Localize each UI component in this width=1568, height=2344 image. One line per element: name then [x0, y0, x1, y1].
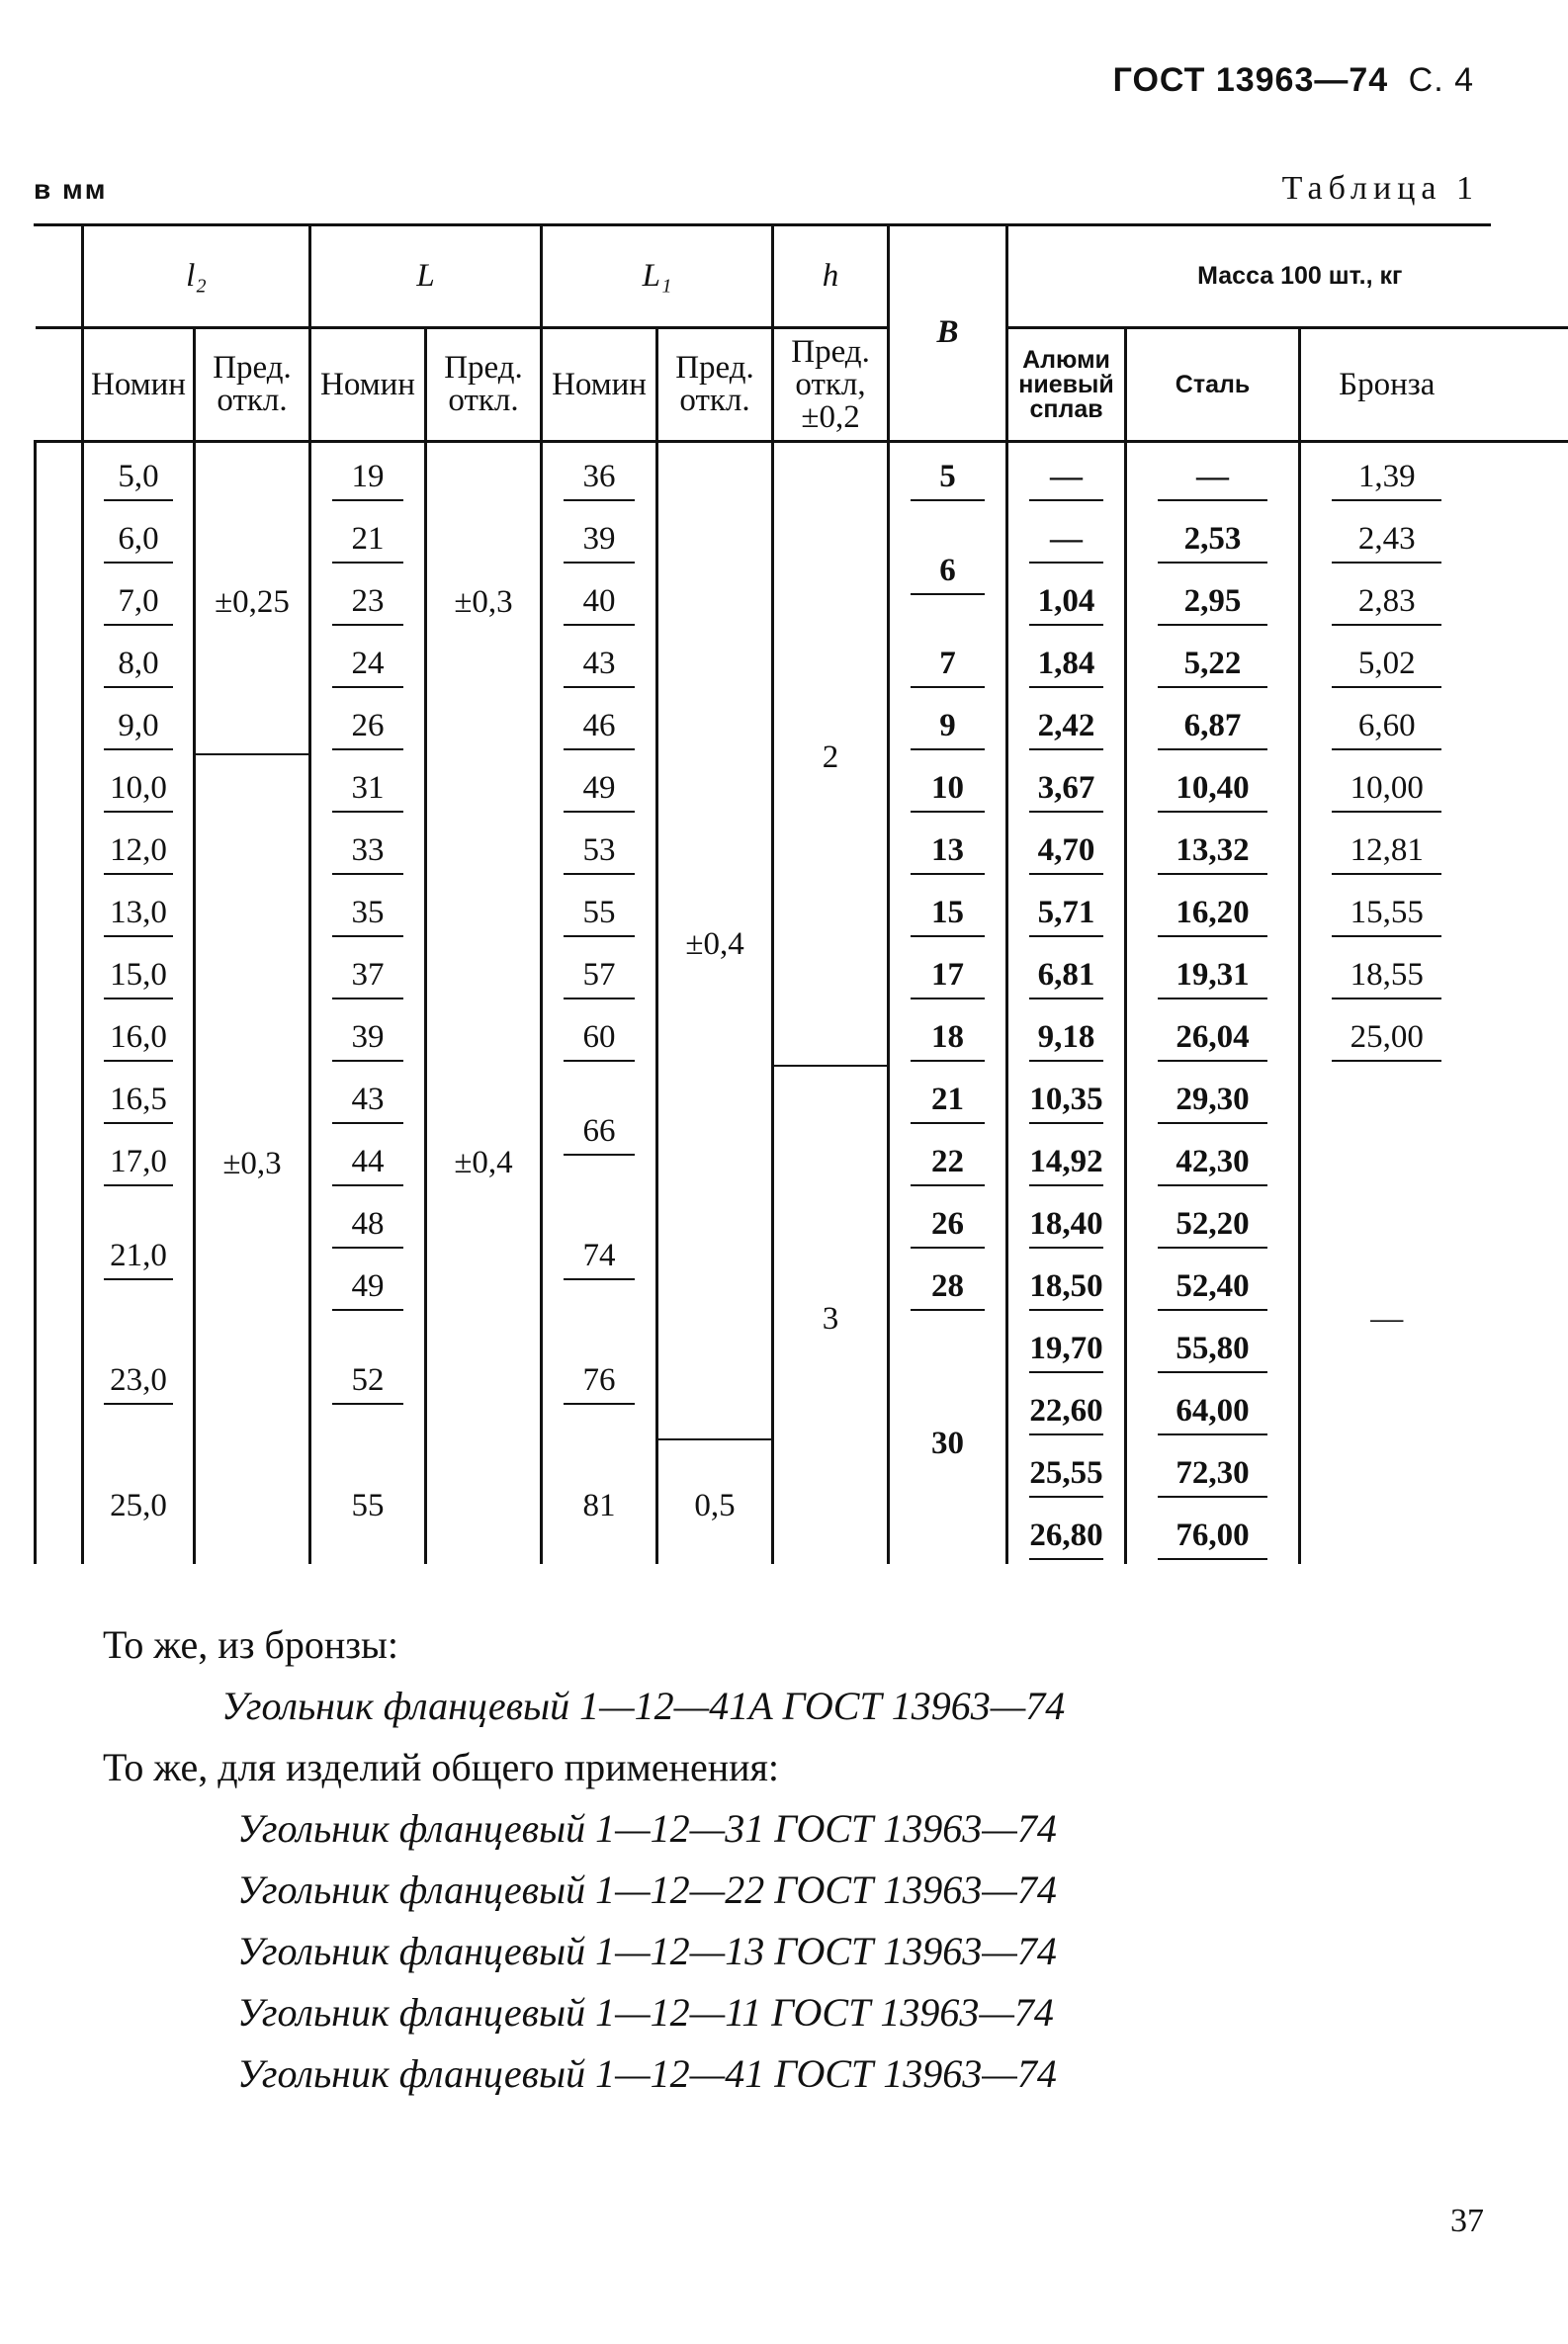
alum-mass-cell: 19,70: [1007, 1315, 1126, 1377]
alum-mass-cell: 14,92: [1007, 1128, 1126, 1190]
bronze-mass-cell: 2,83: [1300, 567, 1473, 630]
right-filler: [1473, 1066, 1568, 1128]
L1-nominal-cell: 76: [542, 1315, 657, 1439]
l2-nominal-cell: 6,0: [83, 505, 195, 567]
L-nominal-cell: 43: [310, 1066, 426, 1128]
text-line-6: Угольник фланцевый 1—12—13 ГОСТ 13963—74: [237, 1929, 1057, 1973]
right-filler: [1473, 1190, 1568, 1253]
L-nominal-cell: 39: [310, 1003, 426, 1066]
header-bronze: Бронза: [1300, 328, 1473, 442]
L1-deviation-cell: ±0,4: [657, 442, 773, 1440]
bronze-mass-cell: 10,00: [1300, 754, 1473, 817]
header-B: B: [889, 225, 1007, 442]
L1-nominal-cell: 36: [542, 442, 657, 506]
steel-mass-cell: 2,95: [1126, 567, 1300, 630]
L1-nominal-cell: 43: [542, 630, 657, 692]
L1-deviation-cell: 0,5: [657, 1439, 773, 1564]
L1-nominal-cell: 46: [542, 692, 657, 754]
header-L-nomin: Номин: [310, 328, 426, 442]
bronze-mass-cell: 6,60: [1300, 692, 1473, 754]
l2-nominal-cell: 9,0: [83, 692, 195, 754]
header-L1: L₁: [542, 225, 773, 328]
alum-mass-cell: 25,55: [1007, 1439, 1126, 1502]
l2-nominal-cell: 10,0: [83, 754, 195, 817]
bronze-mass-cell: 5,02: [1300, 630, 1473, 692]
L-nominal-cell: 44: [310, 1128, 426, 1190]
B-cell: 15: [889, 879, 1007, 941]
bronze-mass-cell: 2,43: [1300, 505, 1473, 567]
steel-mass-cell: 6,87: [1126, 692, 1300, 754]
steel-mass-cell: —: [1126, 442, 1300, 506]
L-nominal-cell: 48: [310, 1190, 426, 1253]
bronze-mass-cell: 18,55: [1300, 941, 1473, 1003]
alum-mass-cell: 18,50: [1007, 1253, 1126, 1315]
right-filler: [1473, 692, 1568, 754]
l2-deviation-cell: ±0,3: [195, 754, 310, 1564]
text-line-8: Угольник фланцевый 1—12—41 ГОСТ 13963—74: [237, 2051, 1057, 2096]
alum-mass-cell: 1,84: [1007, 630, 1126, 692]
steel-mass-cell: 72,30: [1126, 1439, 1300, 1502]
L-nominal-cell: 19: [310, 442, 426, 506]
header-l2-dev: Пред. откл.: [195, 328, 310, 442]
table-body: [36, 442, 1568, 1565]
alum-mass-cell: 26,80: [1007, 1502, 1126, 1564]
L-nominal-cell: 24: [310, 630, 426, 692]
L1-nominal-cell: 81: [542, 1439, 657, 1564]
alum-mass-cell: 6,81: [1007, 941, 1126, 1003]
l2-nominal-cell: 23,0: [83, 1315, 195, 1439]
L-nominal-cell: 55: [310, 1439, 426, 1564]
text-line-3: То же, для изделий общего применения:: [103, 1745, 780, 1789]
l2-nominal-cell: 25,0: [83, 1439, 195, 1564]
alum-mass-cell: —: [1007, 505, 1126, 567]
header-L1-nomin: Номин: [542, 328, 657, 442]
right-filler: [1473, 442, 1568, 506]
bronze-mass-cell: 15,55: [1300, 879, 1473, 941]
alum-mass-cell: —: [1007, 442, 1126, 506]
units-label: в мм: [34, 174, 108, 205]
page-header: [1113, 61, 1474, 100]
header-L1-dev: Пред. откл.: [657, 328, 773, 442]
L-nominal-cell: 35: [310, 879, 426, 941]
L-deviation-cell: ±0,3: [426, 442, 542, 755]
L1-nominal-cell: 39: [542, 505, 657, 567]
text-line-5: Угольник фланцевый 1—12—22 ГОСТ 13963—74: [237, 1867, 1057, 1912]
right-filler: [1473, 1253, 1568, 1315]
page-ref: С. 4: [1408, 61, 1474, 99]
steel-mass-cell: 52,40: [1126, 1253, 1300, 1315]
L1-nominal-cell: 49: [542, 754, 657, 817]
l2-nominal-cell: 16,0: [83, 1003, 195, 1066]
steel-mass-cell: 29,30: [1126, 1066, 1300, 1128]
B-cell: 9: [889, 692, 1007, 754]
B-cell: 6: [889, 505, 1007, 630]
steel-mass-cell: 5,22: [1126, 630, 1300, 692]
l2-nominal-cell: 17,0: [83, 1128, 195, 1190]
right-filler: [1473, 505, 1568, 567]
l2-deviation-cell: ±0,25: [195, 442, 310, 755]
header-mass: Масса 100 шт., кг: [1007, 225, 1568, 328]
L-nominal-cell: 21: [310, 505, 426, 567]
right-filler: [1473, 817, 1568, 879]
steel-mass-cell: 10,40: [1126, 754, 1300, 817]
alum-mass-cell: 4,70: [1007, 817, 1126, 879]
L-nominal-cell: 37: [310, 941, 426, 1003]
header-h: h: [773, 225, 889, 328]
L1-nominal-cell: 57: [542, 941, 657, 1003]
alum-mass-cell: 3,67: [1007, 754, 1126, 817]
l2-nominal-cell: 12,0: [83, 817, 195, 879]
header-alum: Алюми ниевый сплав: [1007, 328, 1126, 442]
bronze-mass-cell: —: [1300, 1066, 1473, 1564]
B-cell: 22: [889, 1128, 1007, 1190]
page-number: 37: [1450, 2203, 1484, 2239]
steel-mass-cell: 2,53: [1126, 505, 1300, 567]
l2-nominal-cell: 21,0: [83, 1190, 195, 1315]
text-line-4: Угольник фланцевый 1—12—31 ГОСТ 13963—74: [237, 1806, 1057, 1851]
header-L: L: [310, 225, 542, 328]
B-cell: 18: [889, 1003, 1007, 1066]
standard-title: ГОСТ 13963—74: [1112, 61, 1389, 99]
l2-nominal-cell: 8,0: [83, 630, 195, 692]
L1-nominal-cell: 53: [542, 817, 657, 879]
alum-mass-cell: 5,71: [1007, 879, 1126, 941]
L1-nominal-cell: 40: [542, 567, 657, 630]
l2-nominal-cell: 5,0: [83, 442, 195, 506]
B-cell: 5: [889, 442, 1007, 506]
steel-mass-cell: 42,30: [1126, 1128, 1300, 1190]
right-filler: [1473, 1502, 1568, 1564]
bronze-mass-cell: 25,00: [1300, 1003, 1473, 1066]
alum-mass-cell: 9,18: [1007, 1003, 1126, 1066]
alum-mass-cell: 1,04: [1007, 567, 1126, 630]
L-nominal-cell: 23: [310, 567, 426, 630]
text-line-2: Угольник фланцевый 1—12—41А ГОСТ 13963—74: [221, 1684, 1066, 1728]
B-cell: 21: [889, 1066, 1007, 1128]
table-label: Таблица 1: [1281, 170, 1479, 207]
text-line-7: Угольник фланцевый 1—12—11 ГОСТ 13963—74: [237, 1990, 1054, 2035]
left-margin: [36, 442, 83, 1565]
right-filler: [1473, 754, 1568, 817]
l2-nominal-cell: 13,0: [83, 879, 195, 941]
table-row: [36, 442, 1568, 506]
B-cell: 26: [889, 1190, 1007, 1253]
alum-mass-cell: 22,60: [1007, 1377, 1126, 1439]
text-line-1: То же, из бронзы:: [103, 1622, 399, 1667]
B-cell: 10: [889, 754, 1007, 817]
right-filler: [1473, 630, 1568, 692]
right-filler: [1473, 1377, 1568, 1439]
L-nominal-cell: 26: [310, 692, 426, 754]
L1-nominal-cell: 66: [542, 1066, 657, 1190]
l2-nominal-cell: 7,0: [83, 567, 195, 630]
header-steel: Сталь: [1126, 328, 1300, 442]
right-filler: [1473, 1315, 1568, 1377]
right-filler: [1473, 1128, 1568, 1190]
L-nominal-cell: 49: [310, 1253, 426, 1315]
steel-mass-cell: 55,80: [1126, 1315, 1300, 1377]
steel-mass-cell: 19,31: [1126, 941, 1300, 1003]
bronze-mass-cell: 12,81: [1300, 817, 1473, 879]
header-l2: l₂: [83, 225, 310, 328]
steel-mass-cell: 16,20: [1126, 879, 1300, 941]
L1-nominal-cell: 55: [542, 879, 657, 941]
B-cell: 13: [889, 817, 1007, 879]
L-deviation-cell: ±0,4: [426, 754, 542, 1564]
B-cell: 7: [889, 630, 1007, 692]
L-nominal-cell: 33: [310, 817, 426, 879]
alum-mass-cell: 10,35: [1007, 1066, 1126, 1128]
h-deviation-cell: 2: [773, 442, 889, 1067]
dimensions-table: [34, 225, 1491, 1564]
L-nominal-cell: 31: [310, 754, 426, 817]
L-nominal-cell: 52: [310, 1315, 426, 1439]
L1-nominal-cell: 74: [542, 1190, 657, 1315]
right-filler: [1473, 879, 1568, 941]
h-deviation-cell: 3: [773, 1066, 889, 1564]
right-filler: [1473, 1439, 1568, 1502]
header-L-dev: Пред. откл.: [426, 328, 542, 442]
L1-nominal-cell: 60: [542, 1003, 657, 1066]
l2-nominal-cell: 16,5: [83, 1066, 195, 1128]
header-h-dev: Пред. откл, ±0,2: [773, 328, 889, 442]
steel-mass-cell: 52,20: [1126, 1190, 1300, 1253]
steel-mass-cell: 26,04: [1126, 1003, 1300, 1066]
steel-mass-cell: 76,00: [1126, 1502, 1300, 1564]
B-cell: 17: [889, 941, 1007, 1003]
bronze-mass-cell: 1,39: [1300, 442, 1473, 506]
right-filler: [1473, 567, 1568, 630]
header-l2-nomin: Номин: [83, 328, 195, 442]
right-filler: [1473, 1003, 1568, 1066]
right-filler: [1473, 941, 1568, 1003]
steel-mass-cell: 64,00: [1126, 1377, 1300, 1439]
alum-mass-cell: 18,40: [1007, 1190, 1126, 1253]
l2-nominal-cell: 15,0: [83, 941, 195, 1003]
B-cell: 28: [889, 1253, 1007, 1315]
alum-mass-cell: 2,42: [1007, 692, 1126, 754]
steel-mass-cell: 13,32: [1126, 817, 1300, 879]
B-cell: 30: [889, 1315, 1007, 1564]
